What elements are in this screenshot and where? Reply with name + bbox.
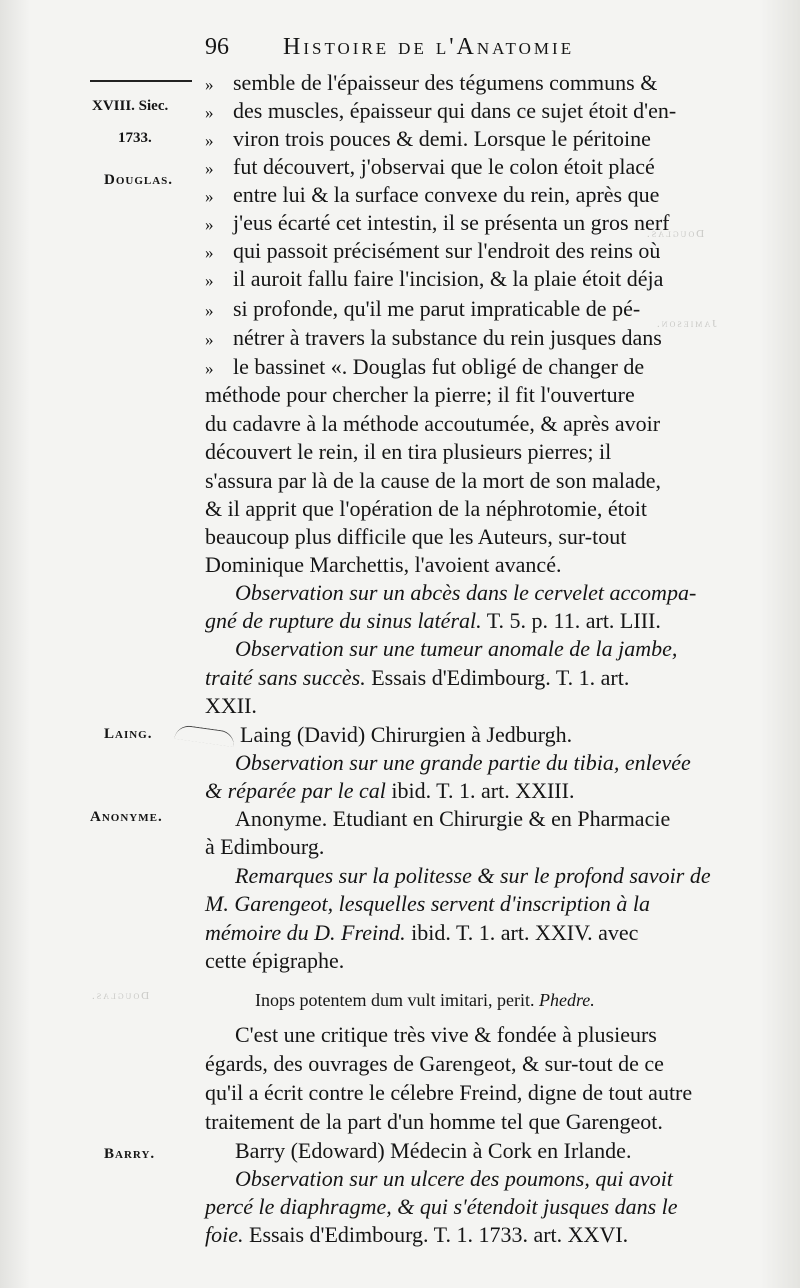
margin-barry: Barry. [104, 1146, 156, 1162]
show-through-text: Douglas. [90, 990, 150, 1002]
quote-mark: » [205, 359, 214, 378]
text-line: Observation sur un ulcere des poumons, qui avoit [235, 1166, 673, 1191]
text-line: Barry (Edoward) Médecin à Cork en Irlande. [235, 1138, 632, 1163]
text-line: XXII. [205, 693, 257, 718]
text-line: Anonyme. Etudiant en Chirurgie & en Pharmacie [235, 806, 671, 831]
quote-mark: » [205, 330, 214, 349]
text-line: » qui passoit précisément sur l'endroit des reins où [205, 236, 660, 266]
quote-mark: » [205, 159, 214, 178]
text-line: traitement de la part d'un homme tel que Garengeot. [205, 1109, 663, 1134]
text-line: égards, des ouvrages de Garengeot, & sur-tout de ce [205, 1051, 664, 1076]
text-line: » il auroit fallu faire l'incision, & la plaie étoit déja [205, 264, 663, 294]
margin-rule [90, 80, 192, 82]
text-line: Dominique Marchettis, l'avoient avancé. [205, 552, 562, 577]
text-line: mémoire du D. Freind. ibid. T. 1. art. XXIV. avec [205, 920, 639, 945]
text-line: & il apprit que l'opération de la néphrotomie, étoit [205, 496, 648, 521]
quote-mark: » [205, 187, 214, 206]
margin-laing: Laing. [104, 726, 153, 742]
running-header [205, 30, 765, 64]
text-line: M. Garengeot, lesquelles servent d'inscription à la [205, 891, 651, 916]
text-line: du cadavre à la méthode accoutumée, & après avoir [205, 411, 661, 436]
text-line: percé le diaphragme, & qui s'étendoit jusques dans le [205, 1194, 678, 1219]
quote-mark: » [205, 131, 214, 150]
text-line: Remarques sur la politesse & sur le profond savoir de [235, 863, 711, 888]
page-title: Histoire de l'Anatomie [283, 34, 575, 60]
show-through-text: Jamieson. [655, 318, 717, 330]
show-through-text: Douglas. [645, 228, 705, 240]
text-line: » si profonde, qu'il me parut impraticable de pé- [205, 294, 640, 324]
quote-mark: » [205, 301, 214, 320]
quote-mark: » [205, 75, 214, 94]
text-line: découvert le rein, il en tira plusieurs pierres; il [205, 439, 612, 464]
text-line: C'est une critique très vive & fondée à plusieurs [235, 1022, 657, 1047]
margin-douglas: Douglas. [104, 172, 174, 188]
text-line: traité sans succès. Essais d'Edimbourg. T. 1. art. [205, 665, 630, 690]
text-line: » des muscles, épaisseur qui dans ce sujet étoit d'en- [205, 96, 676, 126]
margin-century: XVIII. Siec. [92, 98, 169, 114]
text-line: » viron trois pouces & demi. Lorsque le péritoine [205, 124, 651, 154]
text-line: à Edimbourg. [205, 834, 325, 859]
text-line: gné de rupture du sinus latéral. T. 5. p. 11. art. LIII. [205, 608, 661, 633]
text-line: » j'eus écarté cet intestin, il se présenta un gros nerf [205, 208, 669, 238]
text-line: Observation sur une grande partie du tibia, enlevée [235, 750, 691, 775]
text-line: s'assura par là de la cause de la mort de son malade, [205, 468, 662, 493]
margin-year: 1733. [118, 130, 152, 146]
quote-mark: » [205, 103, 214, 122]
text-line: Observation sur une tumeur anomale de la jambe, [235, 636, 678, 661]
text-line: beaucoup plus difficile que les Auteurs, sur-tout [205, 524, 627, 549]
text-line: foie. Essais d'Edimbourg. T. 1. 1733. art. XXVI. [205, 1222, 629, 1247]
text-line: » le bassinet «. Douglas fut obligé de changer de [205, 352, 644, 382]
text-line: » nétrer à travers la substance du rein jusques dans [205, 323, 662, 353]
text-line: Observation sur un abcès dans le cervelet accompa- [235, 580, 697, 605]
text-line: cette épigraphe. [205, 948, 345, 973]
text-line: qu'il a écrit contre le célebre Freind, digne de tout autre [205, 1080, 693, 1105]
quote-mark: » [205, 271, 214, 290]
text-line: » entre lui & la surface convexe du rein, après que [205, 180, 659, 210]
epigraph: Inops potentem dum vult imitari, perit. Phedre. [255, 990, 595, 1010]
text-line: méthode pour chercher la pierre; il fit l'ouverture [205, 382, 635, 407]
quote-mark: » [205, 243, 214, 262]
text-line: Laing (David) Chirurgien à Jedburgh. [240, 722, 573, 747]
text-line: & réparée par le cal ibid. T. 1. art. XXIII. [205, 778, 575, 803]
margin-anonyme: Anonyme. [90, 809, 163, 825]
quote-mark: » [205, 215, 214, 234]
page-number: 96 [205, 34, 229, 60]
text-line: » fut découvert, j'observai que le colon étoit placé [205, 152, 655, 182]
text-line: » semble de l'épaisseur des tégumens communs & [205, 68, 657, 98]
